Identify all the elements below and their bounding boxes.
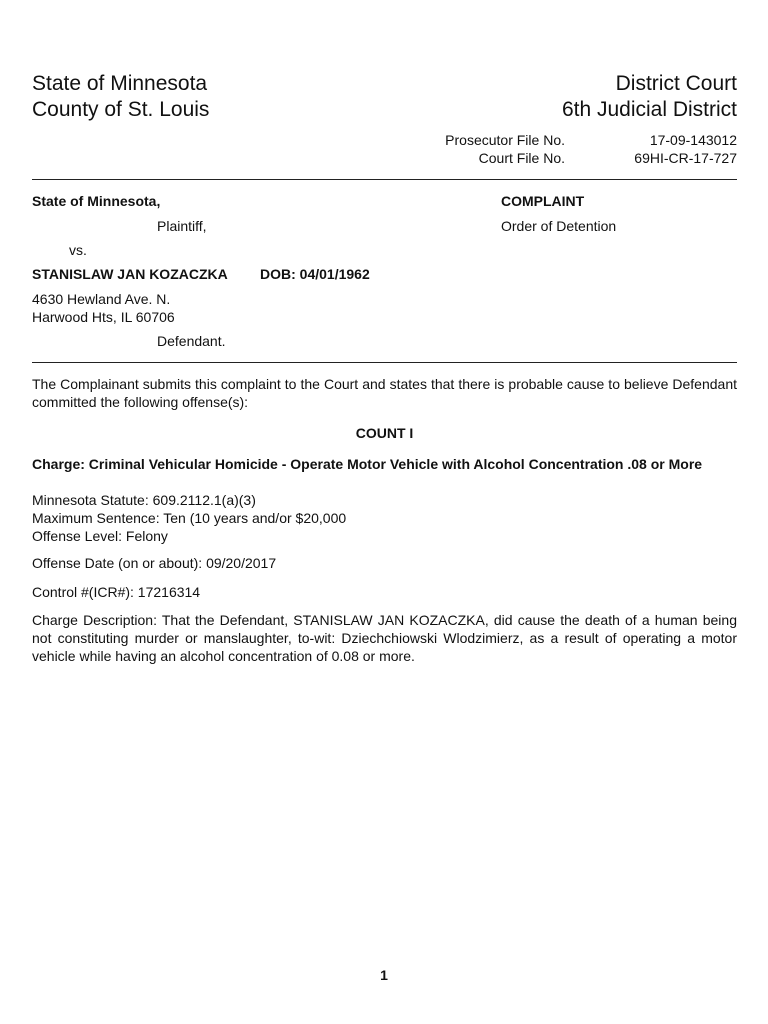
count-title: COUNT I <box>355 425 414 441</box>
offense-date: Offense Date (on or about): 09/20/2017 <box>32 555 277 571</box>
court-name: District Court <box>615 72 737 95</box>
charge: Charge: Criminal Vehicular Homicide - Operate Motor Vehicle with Alcohol Concentration .08 or More <box>32 456 703 472</box>
control-number: Control #(ICR#): 17216314 <box>32 584 201 600</box>
defendant-role: Defendant. <box>157 333 226 349</box>
court-file-value: 69HI-CR-17-727 <box>634 150 737 166</box>
county-name: County of St. Louis <box>32 98 210 121</box>
plaintiff-name: State of Minnesota, <box>32 193 161 209</box>
statute: Minnesota Statute: 609.2112.1(a)(3) <box>32 492 256 508</box>
page-number: 1 <box>380 967 388 983</box>
versus: vs. <box>69 242 87 258</box>
prosecutor-file-label: Prosecutor File No. <box>445 132 565 148</box>
prosecutor-file-row <box>435 131 737 149</box>
caption-divider <box>32 362 737 363</box>
document-type: COMPLAINT <box>501 193 585 209</box>
defendant-address-line1: 4630 Hewland Ave. N. <box>32 291 171 307</box>
defendant-address-line2: Harwood Hts, IL 60706 <box>32 309 175 325</box>
court-file-label: Court File No. <box>478 150 565 166</box>
max-sentence: Maximum Sentence: Ten (10 years and/or $20,000 <box>32 510 347 526</box>
court-file-row <box>435 149 737 167</box>
plaintiff-role: Plaintiff, <box>157 218 207 234</box>
complaint-intro: The Complainant submits this complaint to the Court and states that there is probable cause to believe Defendant committed the following offense(s): <box>32 376 737 410</box>
charge-description: Charge Description: That the Defendant, STANISLAW JAN KOZACZKA, did cause the death of a human being not constituting murder or manslaughter, to-wit: Dziechchiowski Wlodzimierz, as a result of operating a motor vehicle while having an alcohol concentration of 0.08 or more. <box>32 612 737 664</box>
defendant-name: STANISLAW JAN KOZACZKA <box>32 266 228 282</box>
offense-level: Offense Level: Felony <box>32 528 168 544</box>
prosecutor-file-value: 17-09-143012 <box>649 132 737 148</box>
state-name: State of Minnesota <box>32 72 208 95</box>
judicial-district: 6th Judicial District <box>561 98 737 121</box>
order-type: Order of Detention <box>501 218 617 234</box>
defendant-dob: DOB: 04/01/1962 <box>260 266 370 282</box>
header-divider <box>32 179 737 180</box>
